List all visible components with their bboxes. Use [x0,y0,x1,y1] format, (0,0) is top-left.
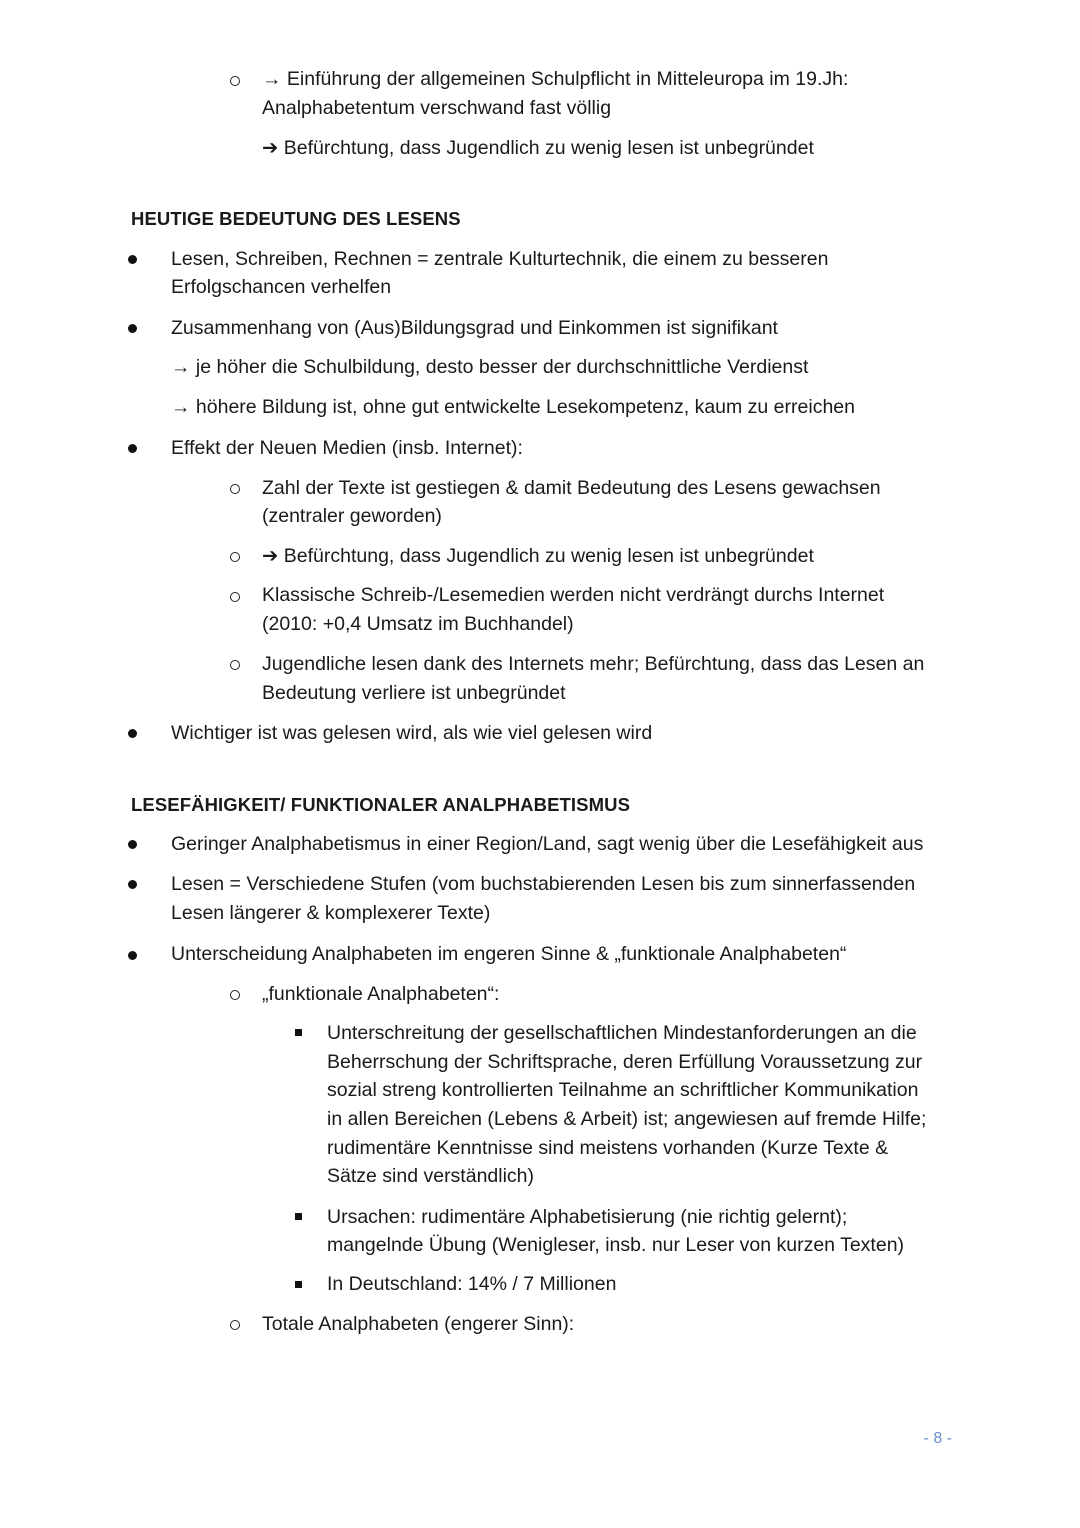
text-line: Klassische Schreib-/Lesemedien werden nicht verdrängt durchs Internet [262,584,885,606]
text-line: Zusammenhang von (Aus)Bildungsgrad und Einkommen ist signifikant [171,317,778,339]
circle-bullet [230,592,240,602]
square-bullet [295,1213,302,1220]
text-line: In Deutschland: 14% / 7 Millionen [327,1273,617,1295]
text-line: Analphabetentum verschwand fast völlig [262,97,612,119]
circle-bullet [230,484,240,494]
text-line: (2010: +0,4 Umsatz im Buchhandel) [262,613,574,635]
text-line: ➔ Befürchtung, dass Jugendlich zu wenig lesen ist unbegründet [262,545,814,567]
bullet-dot [128,880,137,889]
circle-bullet [230,1320,240,1330]
text-line: (zentraler geworden) [262,505,442,527]
circle-bullet [230,660,240,670]
text-line: Lesen längerer & komplexerer Texte) [171,902,491,924]
page-number: - 8 - [923,1430,952,1447]
bullet-dot [128,444,137,453]
text-line: Geringer Analphabetismus in einer Region/Land, sagt wenig über die Lesefähigkeit aus [171,833,924,855]
bullet-dot [128,951,137,960]
text-line: in allen Bereichen (Lebens & Arbeit) ist; angewiesen auf fremde Hilfe; [327,1108,927,1130]
text-line: Effekt der Neuen Medien (insb. Internet): [171,437,523,459]
text-line: Lesen, Schreiben, Rechnen = zentrale Kulturtechnik, die einem zu besseren [171,248,829,270]
text-line: Unterscheidung Analphabeten im engeren Sinne & „funktionale Analphabeten“ [171,943,847,965]
circle-bullet [230,76,240,86]
text-line: Unterschreitung der gesellschaftlichen Mindestanforderungen an die [327,1022,917,1044]
bullet-dot [128,729,137,738]
text-line: Beherrschung der Schriftsprache, deren Erfüllung Voraussetzung zur [327,1051,923,1073]
text-line: rudimentäre Kenntnisse sind meistens vorhanden (Kurze Texte & [327,1137,889,1159]
text-line: sozial streng kontrollierten Teilnahme an schriftlicher Kommunikation [327,1079,919,1101]
text-line: Lesen = Verschiedene Stufen (vom buchstabierenden Lesen bis zum sinnerfassenden [171,873,916,895]
square-bullet [295,1029,302,1036]
text-line: → je höher die Schulbildung, desto besser der durchschnittliche Verdienst [171,356,809,378]
text-line: Jugendliche lesen dank des Internets mehr; Befürchtung, dass das Lesen an [262,653,925,675]
bullet-dot [128,324,137,333]
text-line: → höhere Bildung ist, ohne gut entwickelte Lesekompetenz, kaum zu erreichen [171,396,855,418]
text-line: Erfolgschancen verhelfen [171,276,392,298]
text-line: Zahl der Texte ist gestiegen & damit Bedeutung des Lesens gewachsen [262,477,881,499]
section-heading: LESEFÄHIGKEIT/ FUNKTIONALER ANALPHABETISMUS [131,794,631,815]
text-line: ➔ Befürchtung, dass Jugendlich zu wenig lesen ist unbegründet [262,137,814,159]
text-line: Ursachen: rudimentäre Alphabetisierung (nie richtig gelernt); [327,1206,848,1228]
text-line: → Einführung der allgemeinen Schulpflicht in Mitteleuropa im 19.Jh: [262,68,849,90]
text-line: mangelnde Übung (Wenigleser, insb. nur Leser von kurzen Texten) [327,1234,905,1256]
circle-bullet [230,552,240,562]
bullet-dot [128,255,137,264]
text-line: Sätze sind verständlich) [327,1165,535,1187]
bullet-dot [128,840,137,849]
square-bullet [295,1281,302,1288]
text-line: Bedeutung verliere ist unbegründet [262,682,566,704]
text-line: Wichtiger ist was gelesen wird, als wie viel gelesen wird [171,722,653,744]
circle-bullet [230,990,240,1000]
text-line: „funktionale Analphabeten“: [262,983,500,1005]
text-line: Totale Analphabeten (engerer Sinn): [262,1313,575,1335]
section-heading: HEUTIGE BEDEUTUNG DES LESENS [131,208,461,229]
